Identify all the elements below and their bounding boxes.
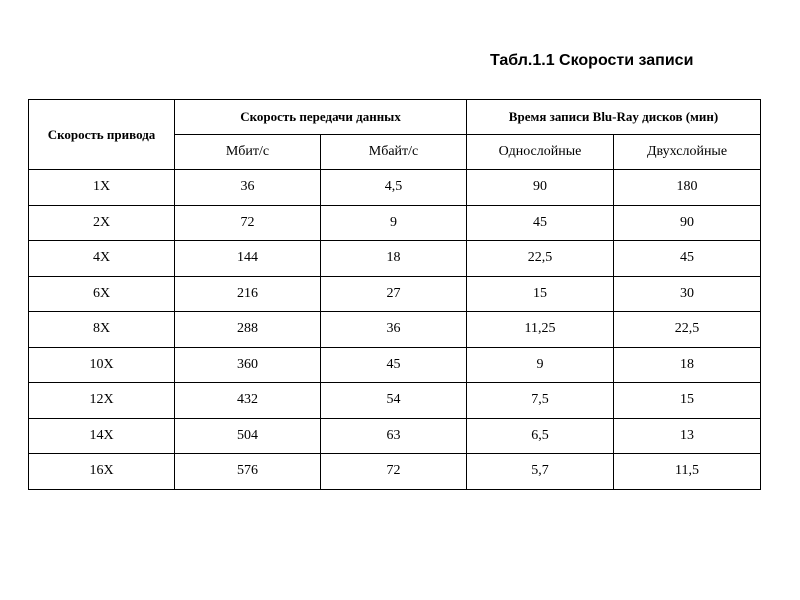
table-row (29, 276, 761, 312)
cell-drive-speed: 1X (29, 170, 175, 206)
header-drive-speed: Скорость привода (29, 100, 175, 170)
cell-mbit: 144 (175, 241, 321, 277)
cell-single-layer: 15 (467, 276, 614, 312)
cell-single-layer: 90 (467, 170, 614, 206)
cell-double-layer: 15 (614, 383, 761, 419)
cell-mbit: 72 (175, 205, 321, 241)
cell-drive-speed: 14X (29, 418, 175, 454)
cell-mbyte: 72 (321, 454, 467, 490)
cell-mbyte: 27 (321, 276, 467, 312)
cell-single-layer: 11,25 (467, 312, 614, 348)
cell-double-layer: 22,5 (614, 312, 761, 348)
cell-mbit: 576 (175, 454, 321, 490)
cell-mbit: 288 (175, 312, 321, 348)
cell-drive-speed: 8X (29, 312, 175, 348)
header-single-layer: Однослойные (467, 135, 614, 170)
header-record-time: Время записи Blu-Ray дисков (мин) (467, 100, 761, 135)
cell-mbyte: 45 (321, 347, 467, 383)
cell-drive-speed: 12X (29, 383, 175, 419)
cell-double-layer: 30 (614, 276, 761, 312)
cell-drive-speed: 4X (29, 241, 175, 277)
cell-single-layer: 22,5 (467, 241, 614, 277)
header-mbyte: Мбайт/с (321, 135, 467, 170)
cell-double-layer: 13 (614, 418, 761, 454)
table-row (29, 241, 761, 277)
cell-drive-speed: 2X (29, 205, 175, 241)
cell-single-layer: 7,5 (467, 383, 614, 419)
cell-mbyte: 36 (321, 312, 467, 348)
table-row (29, 205, 761, 241)
table-row (29, 170, 761, 206)
cell-mbyte: 18 (321, 241, 467, 277)
cell-mbyte: 9 (321, 205, 467, 241)
header-row-top (29, 100, 761, 135)
cell-double-layer: 180 (614, 170, 761, 206)
header-double-layer: Двухслойные (614, 135, 761, 170)
cell-single-layer: 9 (467, 347, 614, 383)
cell-single-layer: 45 (467, 205, 614, 241)
recording-speed-table (28, 99, 761, 490)
cell-mbyte: 54 (321, 383, 467, 419)
table-row (29, 312, 761, 348)
table-row (29, 383, 761, 419)
header-transfer-rate: Скорость передачи данных (175, 100, 467, 135)
table-row (29, 347, 761, 383)
cell-mbyte: 4,5 (321, 170, 467, 206)
cell-drive-speed: 10X (29, 347, 175, 383)
cell-mbyte: 63 (321, 418, 467, 454)
cell-mbit: 504 (175, 418, 321, 454)
cell-mbit: 432 (175, 383, 321, 419)
cell-mbit: 216 (175, 276, 321, 312)
cell-drive-speed: 6X (29, 276, 175, 312)
table-row (29, 454, 761, 490)
table-row (29, 418, 761, 454)
cell-single-layer: 5,7 (467, 454, 614, 490)
header-mbit: Мбит/с (175, 135, 321, 170)
cell-single-layer: 6,5 (467, 418, 614, 454)
cell-mbit: 360 (175, 347, 321, 383)
cell-double-layer: 45 (614, 241, 761, 277)
cell-drive-speed: 16X (29, 454, 175, 490)
cell-double-layer: 18 (614, 347, 761, 383)
cell-double-layer: 90 (614, 205, 761, 241)
cell-double-layer: 11,5 (614, 454, 761, 490)
cell-mbit: 36 (175, 170, 321, 206)
table-title: Табл.1.1 Скорости записи (490, 52, 694, 69)
